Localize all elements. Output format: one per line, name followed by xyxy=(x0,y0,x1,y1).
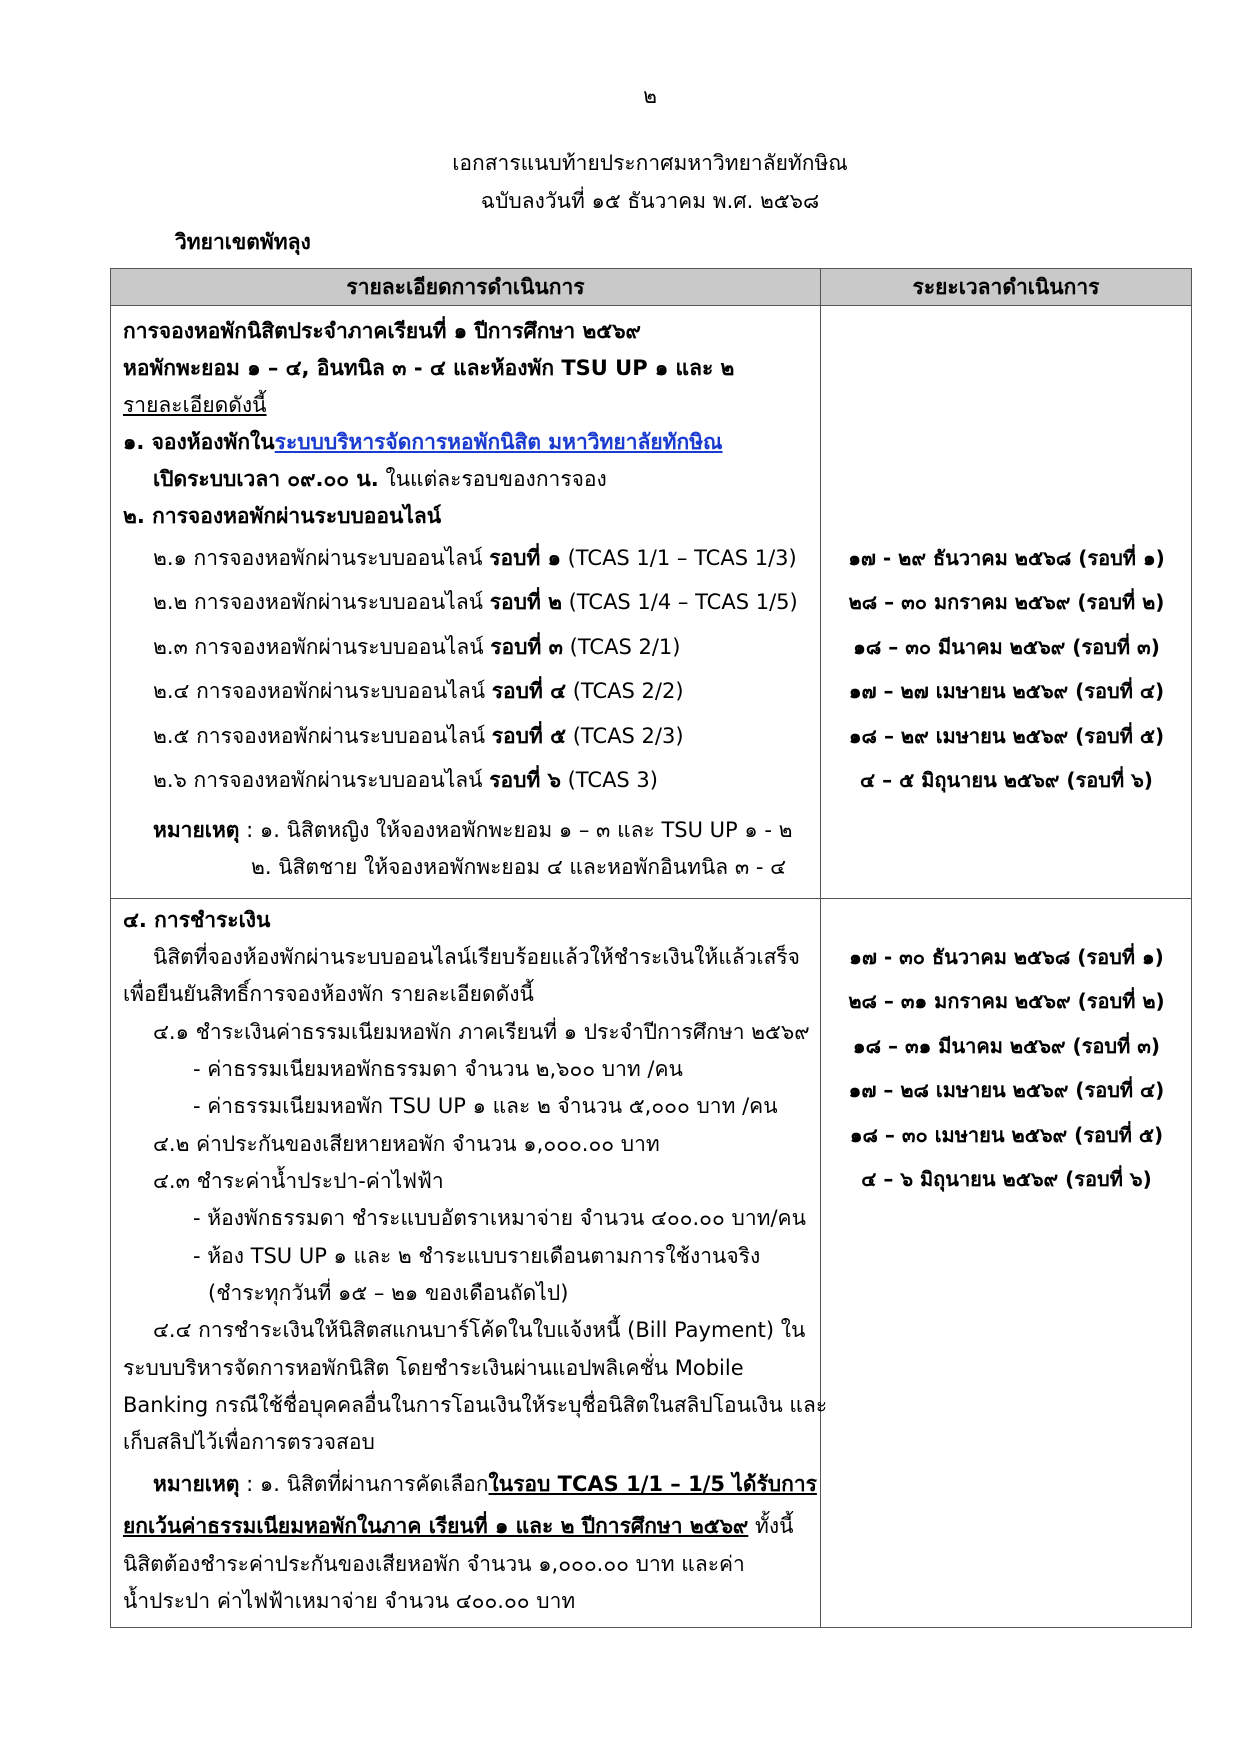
round-number: รอบที่ ๕ xyxy=(491,724,567,748)
booking-period-cell xyxy=(821,306,1192,899)
payment-note-line1 xyxy=(153,1469,817,1499)
fee-item-4-4-line1: ๔.๔ การชำระเงินให้นิสิตสแกนบาร์โค้ดในใบแจ้งหนี้ (Bill Payment) ใน xyxy=(153,1318,806,1342)
utility-payment-window: (ชำระทุกวันที่ ๑๕ – ๒๑ ของเดือนถัดไป) xyxy=(208,1281,569,1305)
round-5-date: ๑๘ – ๒๙ เมษายน ๒๕๖๙ (รอบที่ ๕) xyxy=(848,724,1165,748)
round-number: รอบที่ ๖ xyxy=(489,768,561,792)
item1-line xyxy=(123,427,723,457)
payment-period-cell xyxy=(821,899,1192,1628)
round-label: ๒.๕ การจองหอพักผ่านระบบออนไลน์ xyxy=(153,724,492,748)
fee-item-4-4-line2: ระบบบริหารจัดการหอพักนิสิต โดยชำระเงินผ่านแอปพลิเคชั่น Mobile xyxy=(123,1356,744,1380)
fee-item-4-3: ๔.๓ ชำระค่าน้ำประปา-ค่าไฟฟ้า xyxy=(153,1169,444,1193)
payment-date-round-6: ๔ – ๖ มิถุนายน ๒๕๖๙ (รอบที่ ๖) xyxy=(861,1167,1152,1191)
utility-regular: - ห้องพักธรรมดา ชำระแบบอัตราเหมาจ่าย จำนวน ๔๐๐.๐๐ บาท/คน xyxy=(193,1206,806,1230)
document-date: ฉบับลงวันที่ ๑๕ ธันวาคม พ.ศ. ๒๕๖๘ xyxy=(480,189,820,213)
document-title: เอกสารแนบท้ายประกาศมหาวิทยาลัยทักษิณ xyxy=(452,151,848,175)
fee-item-4-1: ๔.๑ ชำระเงินค่าธรรมเนียมหอพัก ภาคเรียนที่ ๑ ประจำปีการศึกษา ๒๕๖๙ xyxy=(153,1020,810,1044)
round-label: ๒.๑ การจองหอพักผ่านระบบออนไลน์ xyxy=(153,546,490,570)
details-column-header: รายละเอียดการดำเนินการ xyxy=(111,269,821,306)
fee-item-4-4-line4: เก็บสลิปไว้เพื่อการตรวจสอบ xyxy=(123,1430,375,1454)
booking-heading: การจองหอพักนิสิตประจำภาคเรียนที่ ๑ ปีการศึกษา ๒๕๖๙ xyxy=(123,319,641,343)
round-label: ๒.๓ การจองหอพักผ่านระบบออนไลน์ xyxy=(153,635,491,659)
round-6-line xyxy=(153,765,658,795)
round-5-line xyxy=(153,721,684,751)
note-label: หมายเหตุ xyxy=(153,818,240,842)
item1-prefix: ๑. จองห้องพักใน xyxy=(123,430,275,454)
payment-details-cell xyxy=(111,899,828,1628)
round-4-date: ๑๗ – ๒๗ เมษายน ๒๕๖๙ (รอบที่ ๔) xyxy=(848,679,1165,703)
round-number: รอบที่ ๔ xyxy=(491,679,567,703)
fee-regular: - ค่าธรรมเนียมหอพักธรรมดา จำนวน ๒,๖๐๐ บาท /คน xyxy=(193,1057,683,1081)
booking-note-1 xyxy=(153,815,792,845)
booking-details-cell xyxy=(111,306,821,899)
round-tcas: (TCAS 2/2) xyxy=(566,679,684,703)
payment-date-round-3: ๑๘ – ๓๑ มีนาคม ๒๕๖๙ (รอบที่ ๓) xyxy=(852,1034,1161,1058)
note-text: : ๑. นิสิตหญิง ให้จองหอพักพะยอม ๑ – ๓ และ TSU UP ๑ - ๒ xyxy=(239,818,793,842)
page-number: ๒ xyxy=(643,84,657,108)
round-4-line xyxy=(153,676,684,706)
campus-label: วิทยาเขตพัทลุง xyxy=(175,230,311,254)
note-text: ทั้งนี้ xyxy=(748,1514,794,1538)
dorm-list-heading: หอพักพะยอม ๑ – ๔, อินทนิล ๓ - ๔ และห้องพัก TSU UP ๑ และ ๒ xyxy=(123,356,735,380)
round-label: ๒.๒ การจองหอพักผ่านระบบออนไลน์ xyxy=(153,590,490,614)
round-number: รอบที่ ๒ xyxy=(489,590,562,614)
round-3-date: ๑๘ – ๓๐ มีนาคม ๒๕๖๙ (รอบที่ ๓) xyxy=(853,635,1160,659)
open-time-bold: เปิดระบบเวลา ๐๙.๐๐ น. xyxy=(153,467,379,491)
payment-date-round-5: ๑๘ – ๓๐ เมษายน ๒๕๖๙ (รอบที่ ๕) xyxy=(849,1123,1164,1147)
booking-note-2: ๒. นิสิตชาย ให้จองหอพักพะยอม ๔ และหอพักอินทนิล ๓ - ๔ xyxy=(251,855,787,879)
round-number: รอบที่ ๓ xyxy=(490,635,563,659)
round-tcas: (TCAS 2/3) xyxy=(566,724,684,748)
note-label: หมายเหตุ xyxy=(153,1472,240,1496)
round-2-line xyxy=(153,587,798,617)
note-text: : ๑. นิสิตที่ผ่านการคัดเลือก xyxy=(239,1472,489,1496)
open-time-rest: ในแต่ละรอบของการจอง xyxy=(378,467,607,491)
details-label: รายละเอียดดังนี้ xyxy=(123,393,267,417)
round-tcas: (TCAS 3) xyxy=(560,768,658,792)
period-column-header: ระยะเวลาดำเนินการ xyxy=(821,269,1192,306)
round-label: ๒.๔ การจองหอพักผ่านระบบออนไลน์ xyxy=(153,679,492,703)
round-2-date: ๒๘ – ๓๐ มกราคม ๒๕๖๙ (รอบที่ ๒) xyxy=(848,590,1165,614)
schedule-table xyxy=(110,268,1192,1628)
note-emphasis: ในรอบ TCAS 1/1 – 1/5 ได้รับการ xyxy=(488,1472,817,1496)
payment-date-round-1: ๑๗ - ๓๐ ธันวาคม ๒๕๖๘ (รอบที่ ๑) xyxy=(849,945,1164,969)
note-emphasis: ยกเว้นค่าธรรมเนียมหอพักในภาค เรียนที่ ๑ และ ๒ ปีการศึกษา ๒๕๖๙ xyxy=(123,1514,749,1538)
round-1-date: ๑๗ - ๒๙ ธันวาคม ๒๕๖๘ (รอบที่ ๑) xyxy=(848,546,1165,570)
fee-item-4-2: ๔.๒ ค่าประกันของเสียหายหอพัก จำนวน ๑,๐๐๐.๐๐ บาท xyxy=(153,1132,660,1156)
round-6-date: ๔ – ๕ มิถุนายน ๒๕๖๙ (รอบที่ ๖) xyxy=(860,768,1153,792)
round-1-line xyxy=(153,543,797,573)
dorm-system-link[interactable]: ระบบบริหารจัดการหอพักนิสิต มหาวิทยาลัยทักษิณ xyxy=(274,430,723,454)
system-open-time xyxy=(153,464,607,494)
table-header-row xyxy=(111,269,1192,306)
payment-note-line4: น้ำประปา ค่าไฟฟ้าเหมาจ่าย จำนวน ๔๐๐.๐๐ บาท xyxy=(123,1589,576,1613)
payment-note-line2 xyxy=(123,1511,793,1541)
payment-intro-1: นิสิตที่จองห้องพักผ่านระบบออนไลน์เรียบร้อยแล้วให้ชำระเงินให้แล้วเสร็จ xyxy=(153,945,800,969)
payment-note-line3: นิสิตต้องชำระค่าประกันของเสียหอพัก จำนวน ๑,๐๐๐.๐๐ บาท และค่า xyxy=(123,1552,745,1576)
round-number: รอบที่ ๑ xyxy=(489,546,561,570)
payment-intro-2: เพื่อยืนยันสิทธิ์การจองห้องพัก รายละเอียดดังนี้ xyxy=(123,982,534,1006)
round-label: ๒.๖ การจองหอพักผ่านระบบออนไลน์ xyxy=(153,768,490,792)
payment-date-round-4: ๑๗ – ๒๘ เมษายน ๒๕๖๙ (รอบที่ ๔) xyxy=(848,1078,1165,1102)
round-3-line xyxy=(153,632,680,662)
round-tcas: (TCAS 1/4 – TCAS 1/5) xyxy=(561,590,798,614)
booking-section-row xyxy=(111,306,1192,899)
round-tcas: (TCAS 1/1 – TCAS 1/3) xyxy=(560,546,797,570)
online-booking-heading: ๒. การจองหอพักผ่านระบบออนไลน์ xyxy=(123,504,442,528)
fee-tsu-up: - ค่าธรรมเนียมหอพัก TSU UP ๑ และ ๒ จำนวน ๕,๐๐๐ บาท /คน xyxy=(193,1094,778,1118)
round-tcas: (TCAS 2/1) xyxy=(562,635,681,659)
payment-date-round-2: ๒๘ – ๓๑ มกราคม ๒๕๖๙ (รอบที่ ๒) xyxy=(848,989,1165,1013)
utility-tsu-up: - ห้อง TSU UP ๑ และ ๒ ชำระแบบรายเดือนตามการใช้งานจริง xyxy=(193,1244,761,1268)
fee-item-4-4-line3: Banking กรณีใช้ชื่อบุคคลอื่นในการโอนเงินให้ระบุชื่อนิสิตในสลิปโอนเงิน และ xyxy=(123,1393,828,1417)
payment-heading: ๔. การชำระเงิน xyxy=(123,908,271,932)
payment-section-row xyxy=(111,899,1192,1628)
